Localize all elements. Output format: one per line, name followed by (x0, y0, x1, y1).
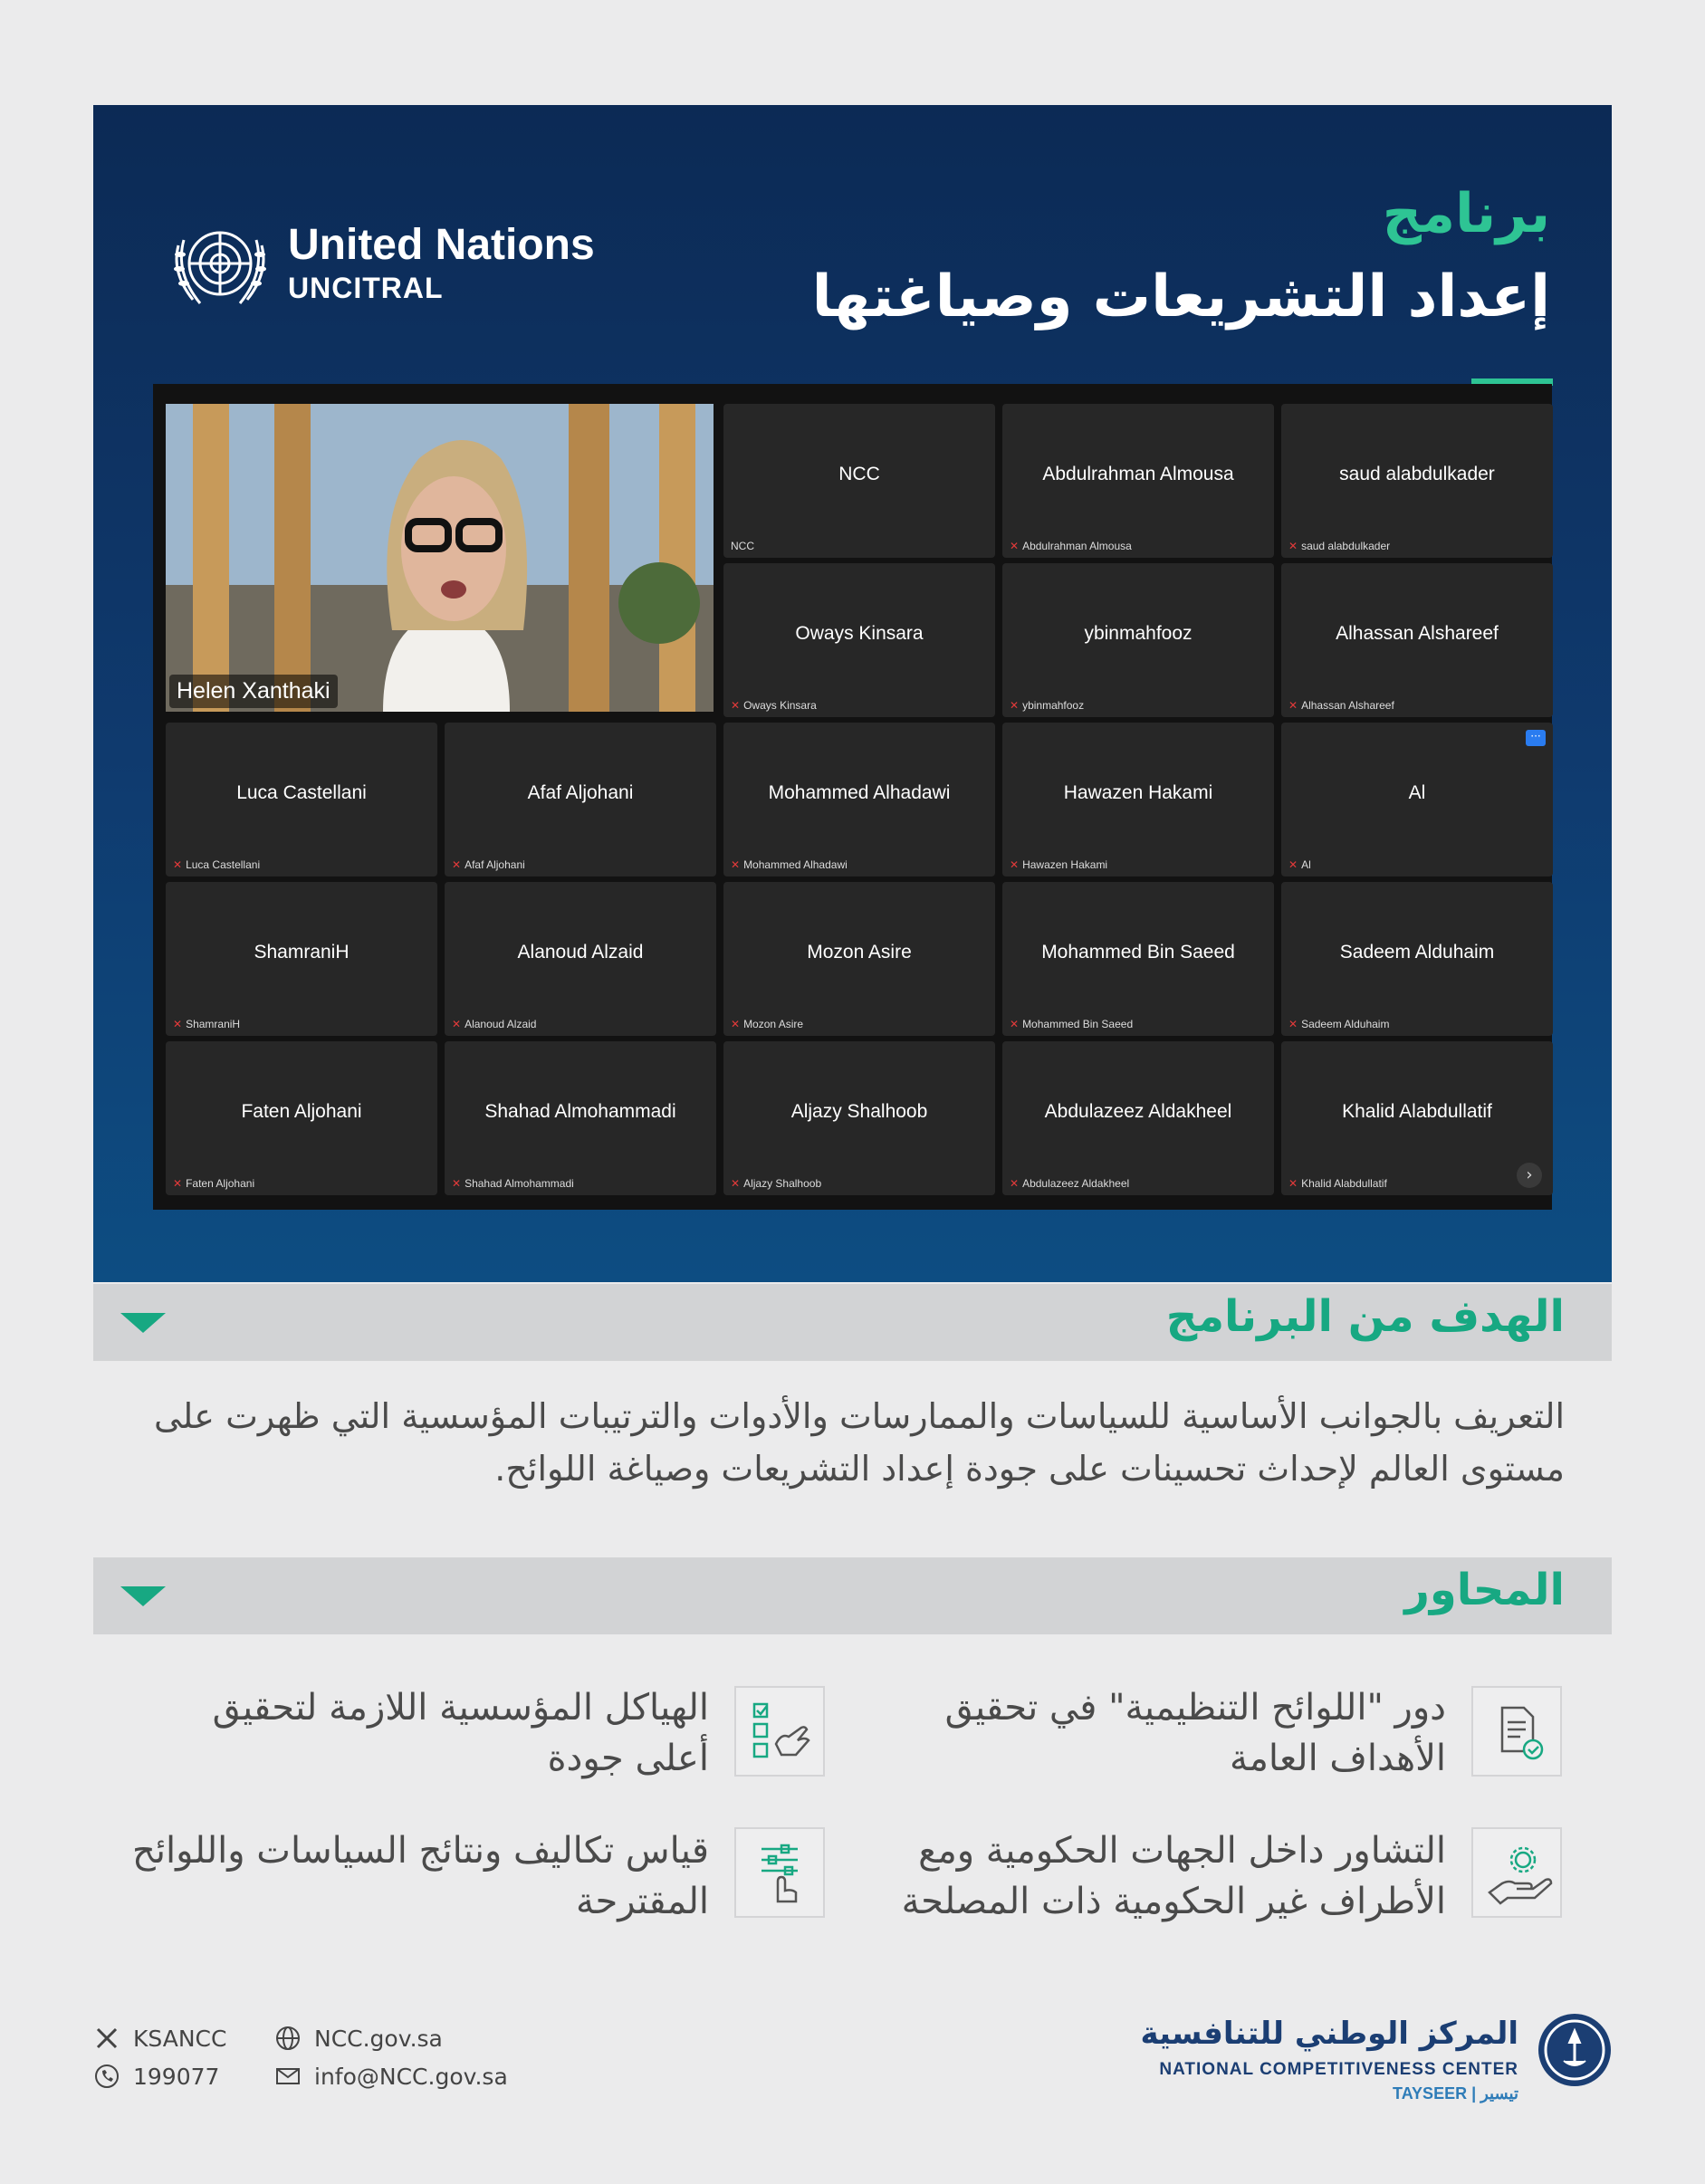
muted-mic-icon: ✕ (1010, 540, 1020, 552)
muted-mic-icon: ✕ (452, 1177, 462, 1190)
ncc-name-en: NATIONAL COMPETITIVENESS CENTER (1159, 2060, 1518, 2079)
participant-tile (1281, 723, 1553, 876)
participant-label-text: ybinmahfooz (1022, 699, 1085, 712)
muted-mic-icon: ✕ (1010, 1177, 1020, 1190)
participant-name: ShamraniH (254, 942, 350, 963)
participant-tile (445, 723, 716, 876)
website-text: NCC.gov.sa (314, 2025, 443, 2052)
muted-mic-icon: ✕ (1010, 858, 1020, 871)
x-icon (93, 2025, 120, 2052)
speaker-video (166, 404, 714, 712)
goal-section-header (93, 1284, 1612, 1361)
participant-name: Faten Aljohani (241, 1101, 362, 1122)
participant-name: Abdulazeez Aldakheel (1044, 1101, 1232, 1122)
participant-label (731, 1177, 821, 1190)
ncc-tayseer: TAYSEER | تيسير (1393, 2084, 1518, 2103)
participant-name: NCC (838, 464, 880, 484)
triangle-down-icon (120, 1313, 166, 1333)
participant-tile (723, 882, 995, 1036)
participant-name: Hawazen Hakami (1063, 782, 1213, 803)
triangle-down-icon (120, 1586, 166, 1606)
more-options-icon: ··· (1526, 730, 1546, 746)
participant-name: Mozon Asire (807, 942, 912, 963)
speaker-name: Helen Xanthaki (169, 675, 338, 708)
participant-label-text: Alanoud Alzaid (465, 1018, 537, 1030)
participant-name: ybinmahfooz (1084, 623, 1193, 644)
participant-label (1010, 1018, 1133, 1030)
participant-tile (1002, 563, 1274, 717)
participant-label-text: Aljazy Shalhoob (743, 1177, 822, 1190)
participant-name: Al (1408, 782, 1426, 803)
un-emblem-icon (166, 209, 274, 318)
participant-name: Luca Castellani (236, 782, 367, 803)
participant-label (452, 858, 525, 871)
un-name: United Nations (288, 221, 595, 269)
participant-label (1010, 699, 1084, 712)
participant-label-text: ShamraniH (186, 1018, 241, 1030)
participant-label-text: NCC (731, 540, 754, 552)
ncc-emblem-icon (1537, 2012, 1613, 2088)
axis-item: التشاور داخل الجهات الحكومية ومع الأطراف غير الحكومية ذات المصلحة (901, 1830, 1446, 1922)
participant-tile (445, 882, 716, 1036)
hand-gear-icon (1471, 1827, 1562, 1918)
hero-banner (93, 105, 1612, 1282)
participant-label-text: saud alabdulkader (1301, 540, 1391, 552)
phone-icon (93, 2063, 120, 2090)
muted-mic-icon: ✕ (1010, 699, 1020, 712)
mail-icon (274, 2063, 302, 2090)
participant-label (1010, 1177, 1129, 1190)
participant-tile (723, 723, 995, 876)
program-label: برنامج (1382, 182, 1550, 245)
muted-mic-icon: ✕ (731, 858, 741, 871)
muted-mic-icon: ✕ (1288, 1018, 1298, 1030)
email-link[interactable] (274, 2063, 508, 2090)
phone-number[interactable] (93, 2063, 219, 2090)
twitter-text: KSANCC (133, 2025, 227, 2052)
participant-label-text: Oways Kinsara (743, 699, 817, 712)
participant-label (1010, 540, 1132, 552)
muted-mic-icon: ✕ (731, 1018, 741, 1030)
participant-name: Alhassan Alshareef (1336, 623, 1499, 644)
participant-tile (723, 404, 995, 558)
checklist-hand-icon (734, 1686, 825, 1777)
participant-tile (1002, 404, 1274, 558)
participant-label (173, 858, 260, 871)
axis-item: الهياكل المؤسسية اللازمة لتحقيق أعلى جودة (212, 1687, 709, 1779)
participant-tile (445, 1041, 716, 1195)
participant-name: Oways Kinsara (795, 623, 924, 644)
axes-heading: المحاور (1404, 1565, 1565, 1615)
participant-label (731, 699, 817, 712)
muted-mic-icon: ✕ (452, 858, 462, 871)
participant-label-text: Luca Castellani (186, 858, 261, 871)
participant-label (1288, 858, 1311, 871)
participant-label (1288, 1018, 1389, 1030)
participant-tile (723, 1041, 995, 1195)
muted-mic-icon: ✕ (1288, 858, 1298, 871)
globe-icon (274, 2025, 302, 2052)
goal-text: التعريف بالجوانب الأساسية للسياسات والممارسات والأدوات والترتيبات المؤسسية التي ظهرت على مستوى العالم لإحداث تحسينات على جودة إعداد التشريعات وصياغة اللوائح. (154, 1396, 1565, 1489)
participant-tile (1281, 404, 1553, 558)
next-page-icon: › (1517, 1163, 1542, 1188)
participant-label-text: Mohammed Alhadawi (743, 858, 848, 871)
participant-name: Sadeem Alduhaim (1339, 942, 1495, 963)
participant-label-text: Abdulrahman Almousa (1022, 540, 1132, 552)
participant-tile (1281, 882, 1553, 1036)
goal-heading: الهدف من البرنامج (1165, 1291, 1565, 1342)
participant-tile (1281, 563, 1553, 717)
participant-name: Alanoud Alzaid (517, 942, 644, 963)
participant-tile (1002, 723, 1274, 876)
axis-item: قياس تكاليف ونتائج السياسات واللوائح المقترحة (132, 1830, 709, 1922)
un-sub: UNCITRAL (288, 272, 444, 304)
participant-name: Aljazy Shalhoob (790, 1101, 928, 1122)
participant-label-text: Mozon Asire (743, 1018, 804, 1030)
participant-name: Afaf Aljohani (527, 782, 634, 803)
participant-label (173, 1177, 254, 1190)
participant-label (1288, 699, 1394, 712)
participant-name: Shahad Almohammadi (484, 1101, 676, 1122)
participant-label (731, 858, 848, 871)
participant-tile (166, 882, 437, 1036)
video-call-screenshot (153, 384, 1552, 1210)
participant-label (1288, 540, 1390, 552)
participant-tile (1281, 1041, 1553, 1195)
participant-name: Abdulrahman Almousa (1042, 464, 1234, 484)
participant-label-text: Alhassan Alshareef (1301, 699, 1394, 712)
participant-tile (723, 563, 995, 717)
participant-label (1010, 858, 1107, 871)
ncc-name-ar: المركز الوطني للتنافسية (1140, 2016, 1518, 2052)
muted-mic-icon: ✕ (173, 1177, 183, 1190)
participant-label-text: Afaf Aljohani (465, 858, 525, 871)
axis-item: دور "اللوائح التنظيمية" في تحقيق الأهداف العامة (944, 1687, 1446, 1779)
muted-mic-icon: ✕ (452, 1018, 462, 1030)
sliders-hand-icon (734, 1827, 825, 1918)
email-text: info@NCC.gov.sa (314, 2063, 508, 2090)
participant-label-text: Shahad Almohammadi (465, 1177, 574, 1190)
muted-mic-icon: ✕ (731, 699, 741, 712)
muted-mic-icon: ✕ (1010, 1018, 1020, 1030)
participant-label (452, 1177, 574, 1190)
muted-mic-icon: ✕ (173, 1018, 183, 1030)
participant-label (1288, 1177, 1387, 1190)
participant-label (731, 1018, 803, 1030)
program-title: إعداد التشريعات وصياغتها (811, 263, 1550, 330)
participant-label-text: Faten Aljohani (186, 1177, 255, 1190)
participant-label-text: Al (1301, 858, 1311, 871)
axes-section-header (93, 1557, 1612, 1634)
un-logo (166, 209, 595, 318)
participant-name: Khalid Alabdullatif (1342, 1101, 1492, 1122)
participant-label-text: Khalid Alabdullatif (1301, 1177, 1387, 1190)
participant-tile (1002, 1041, 1274, 1195)
participant-label (173, 1018, 240, 1030)
participant-label-text: Hawazen Hakami (1022, 858, 1108, 871)
muted-mic-icon: ✕ (173, 858, 183, 871)
participant-tile (166, 1041, 437, 1195)
participant-name: Mohammed Alhadawi (768, 782, 951, 803)
participant-label-text: Abdulazeez Aldakheel (1022, 1177, 1130, 1190)
participant-label (452, 1018, 536, 1030)
participant-label-text: Mohammed Bin Saeed (1022, 1018, 1134, 1030)
participant-tile (1002, 882, 1274, 1036)
website-link[interactable] (274, 2025, 443, 2052)
participant-tile (166, 723, 437, 876)
participant-name: saud alabdulkader (1339, 464, 1495, 484)
muted-mic-icon: ✕ (1288, 1177, 1298, 1190)
speaker-photo-icon (166, 404, 714, 712)
muted-mic-icon: ✕ (1288, 540, 1298, 552)
document-check-icon (1471, 1686, 1562, 1777)
muted-mic-icon: ✕ (731, 1177, 741, 1190)
participant-name: Mohammed Bin Saeed (1041, 942, 1235, 963)
phone-text: 199077 (133, 2063, 220, 2090)
twitter-handle[interactable] (93, 2025, 226, 2052)
participant-label (731, 540, 754, 552)
participant-label-text: Sadeem Alduhaim (1301, 1018, 1390, 1030)
muted-mic-icon: ✕ (1288, 699, 1298, 712)
